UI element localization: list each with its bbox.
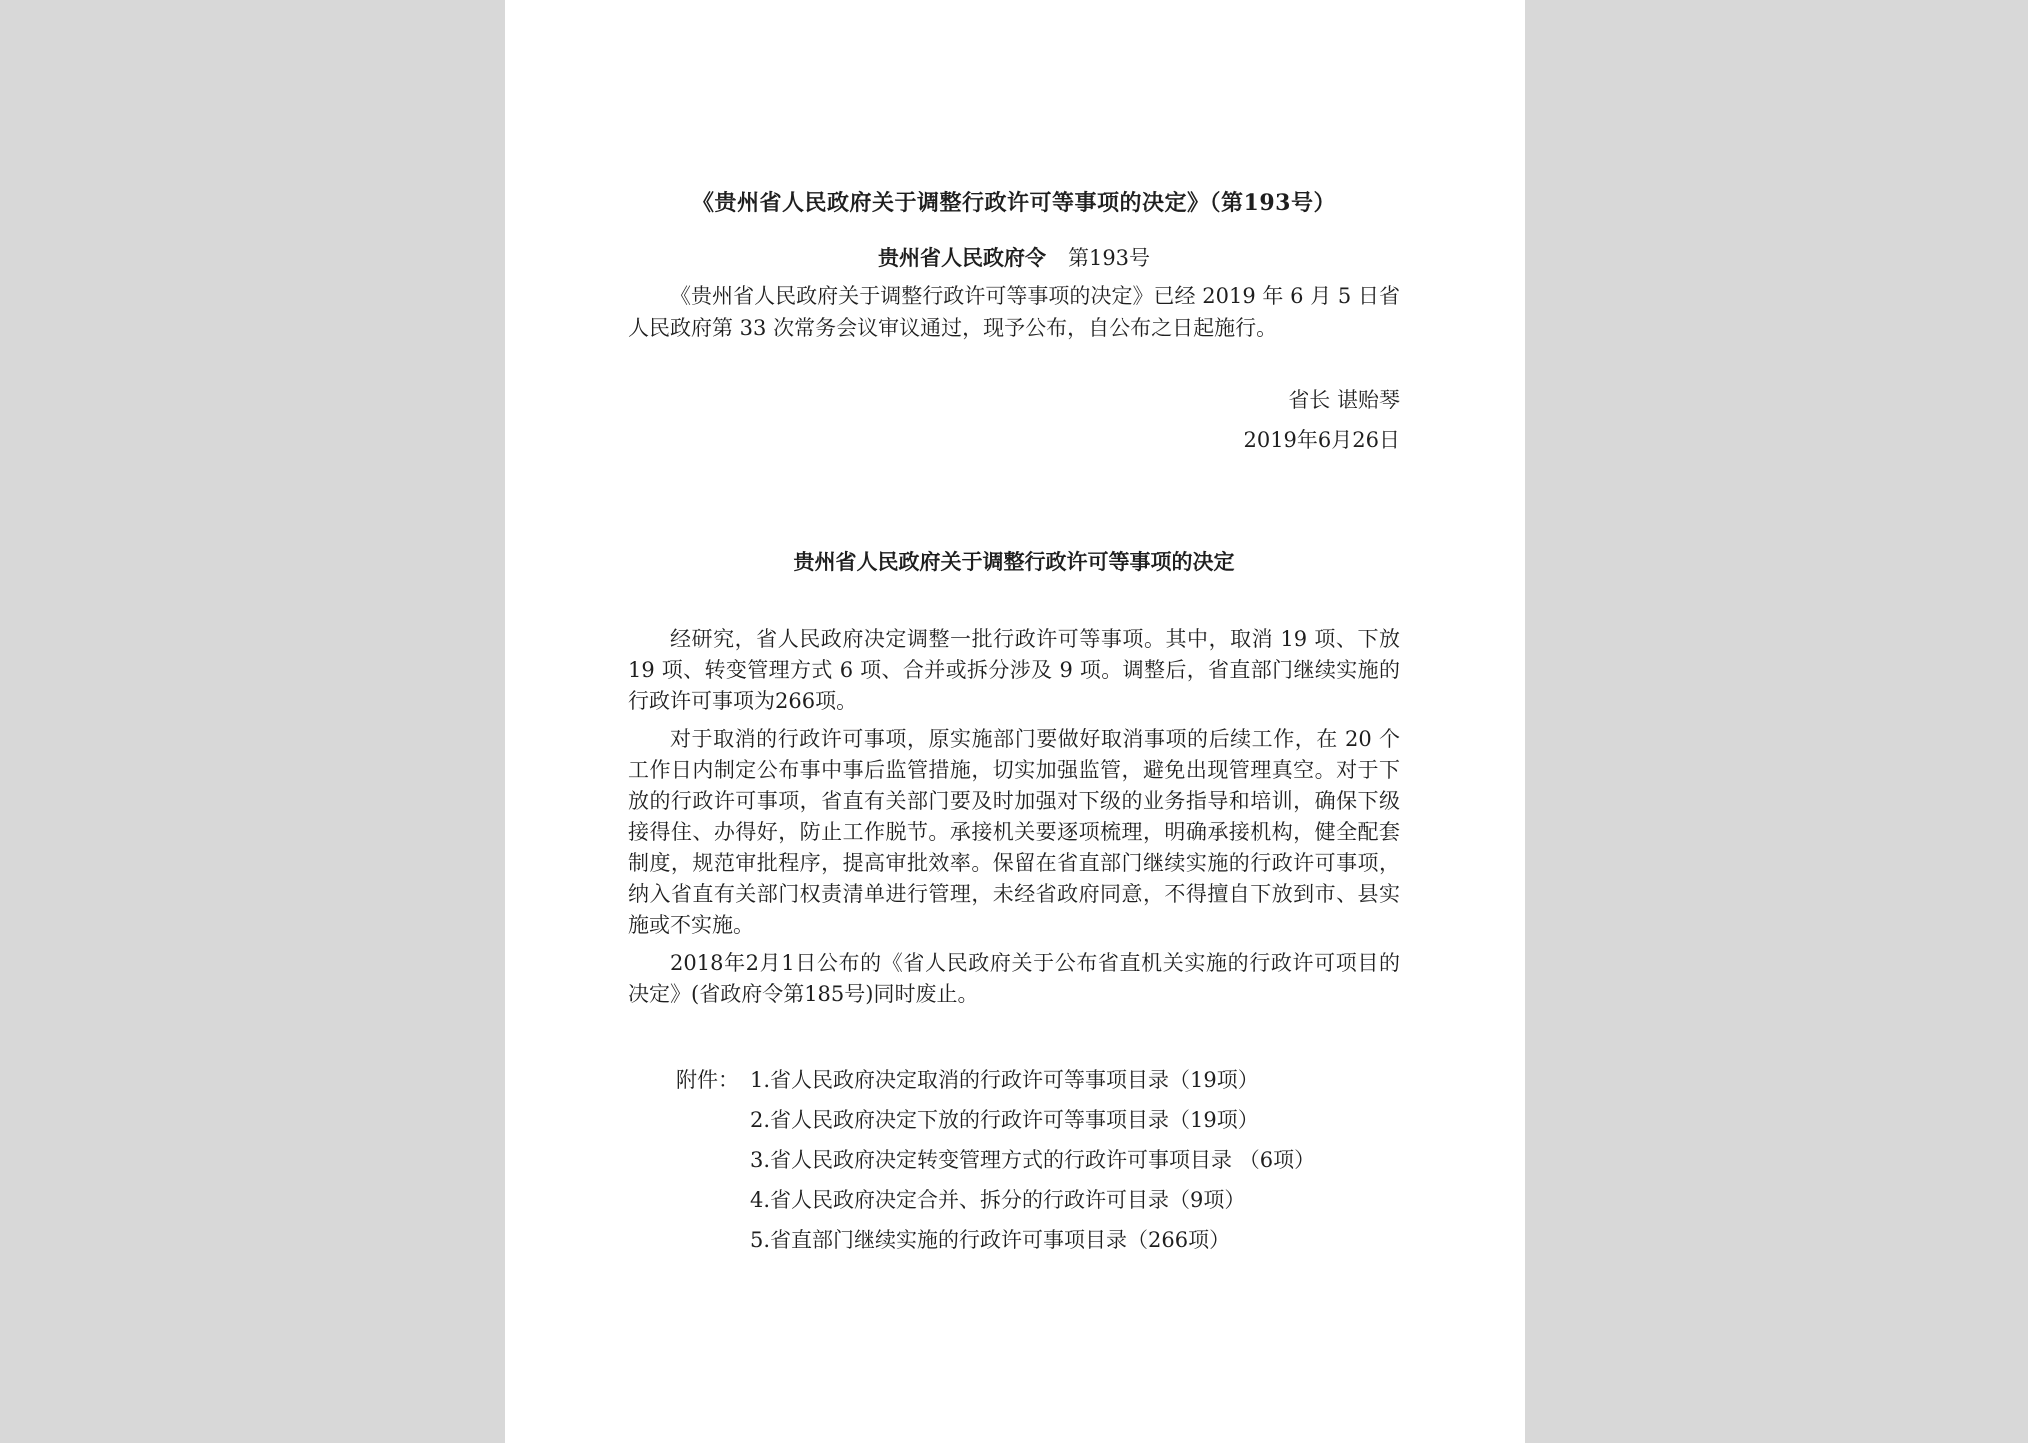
attachment-item: 5.省直部门继续实施的行政许可事项目录（266项） (750, 1228, 1231, 1252)
list-item (628, 1060, 1400, 1100)
list-item (628, 1100, 1400, 1140)
attachments-list (628, 1060, 1400, 1260)
order-number: 第193号 (1067, 246, 1151, 270)
intro-paragraph: 《贵州省人民政府关于调整行政许可等事项的决定》已经 2019 年 6 月 5 日省人民政府第 33 次常务会议审议通过，现予公布，自公布之日起施行。 (628, 284, 1400, 340)
attachments-label: 附件： (676, 1068, 739, 1092)
signer: 省长 谌贻琴 (1288, 388, 1400, 412)
list-item (628, 1180, 1400, 1220)
decision-title: 贵州省人民政府关于调整行政许可等事项的决定 (793, 549, 1235, 574)
attachment-item: 4.省人民政府决定合并、拆分的行政许可目录（9项） (750, 1188, 1246, 1212)
attachment-item: 2.省人民政府决定下放的行政许可等事项目录（19项） (750, 1108, 1259, 1132)
attachment-item: 3.省人民政府决定转变管理方式的行政许可事项目录 （6项） (750, 1148, 1316, 1172)
sign-date: 2019年6月26日 (1243, 428, 1400, 452)
body-paragraph: 对于取消的行政许可事项，原实施部门要做好取消事项的后续工作，在 20 个工作日内制定公布事中事后监管措施，切实加强监管，避免出现管理真空。对于下放的行政许可事项，省直有关部门要及时加强对下级的业务指导和培训，确保下级接得住、办得好，防止工作脱节。承接机关要逐项梳理，明确承接机构，健全配套制度，规范审批程序，提高审批效率。保留在省直部门继续实施的行政许可事项，纳入省直有关部门权责清单进行管理，未经省政府同意，不得擅自下放到市、县实施或不实施。 (628, 727, 1400, 937)
decision-body (628, 624, 1400, 1017)
document-title: 《贵州省人民政府关于调整行政许可等事项的决定》（第193号） (692, 190, 1336, 216)
list-item (628, 1140, 1400, 1180)
order-line (628, 242, 1400, 272)
list-item (628, 1220, 1400, 1260)
body-paragraph: 经研究，省人民政府决定调整一批行政许可等事项。其中，取消 19 项、下放 19 项、转变管理方式 6 项、合并或拆分涉及 9 项。调整后，省直部门继续实施的行政许可事项为266项。 (628, 627, 1400, 713)
body-paragraph: 2018年2月1日公布的《省人民政府关于公布省直机关实施的行政许可项目的决定》(省政府令第185号)同时废止。 (628, 951, 1400, 1006)
attachment-item: 1.省人民政府决定取消的行政许可等事项目录（19项） (750, 1068, 1259, 1092)
document-page (505, 0, 1525, 1443)
order-org: 贵州省人民政府令 (877, 245, 1046, 270)
